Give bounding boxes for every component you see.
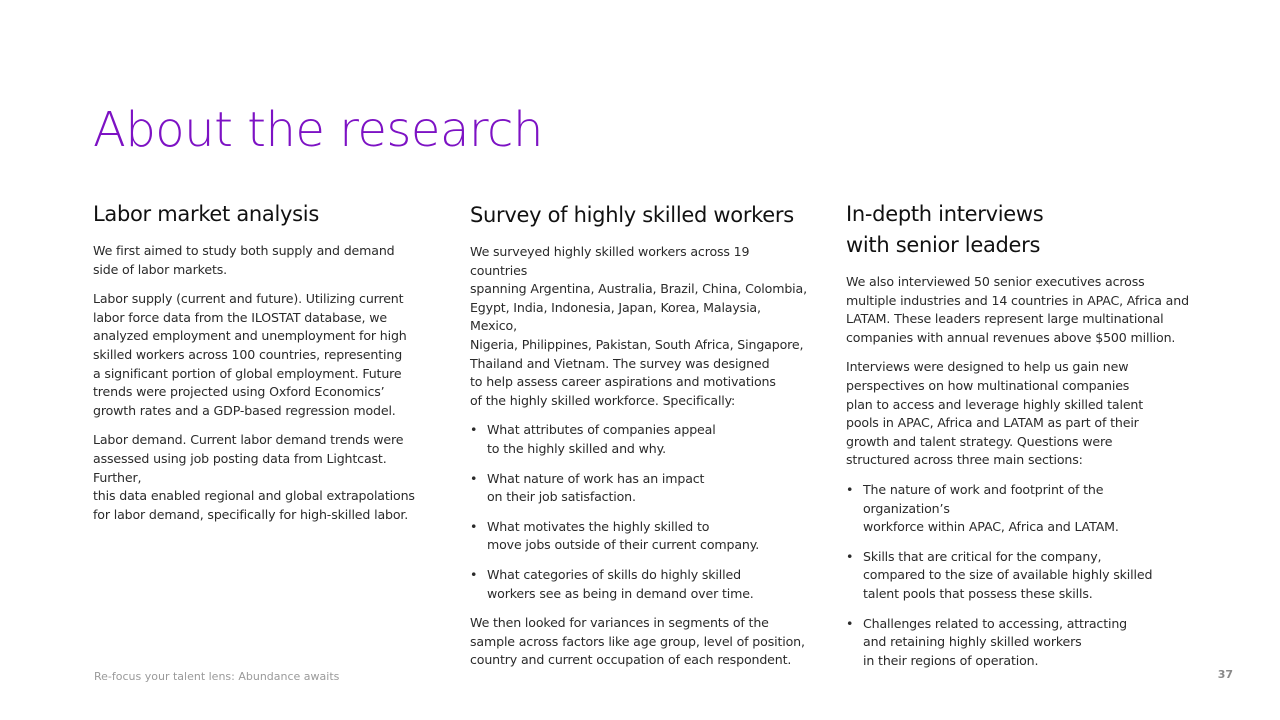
bullet-text: Challenges related to accessing, attracting and retaining highly skilled workers in their regions of operation.: [863, 615, 1128, 668]
paragraph: Labor demand. Current labor demand trends were assessed using job posting data from Lightcast. Further, this data enabled regional and global extrapolations for labor demand, specifically for high-skilled labor.: [93, 432, 415, 522]
bullet-list: [846, 481, 1191, 670]
bullet-text: What attributes of companies appeal to the highly skilled and why.: [487, 422, 716, 456]
bullet-item: [846, 548, 1191, 604]
page-title: About the research: [93, 102, 543, 158]
bullet-item: [470, 518, 810, 555]
bullet-item: [470, 421, 810, 458]
bullet-icon: •: [470, 518, 478, 534]
paragraph: We then looked for variances in segments of the sample across factors like age group, level of position, country and current occupation of each respondent.: [470, 615, 805, 668]
paragraph: Labor supply (current and future). Utilizing current labor force data from the ILOSTAT database, we analyzed employment and unemployment for high skilled workers across 100 countries, representing a significant portion of global employment. Future trends were projected using Oxford Economics’ growth rates and a GDP-based regression model.: [93, 291, 407, 418]
bullet-text: What categories of skills do highly skilled workers see as being in demand over time.: [487, 566, 754, 601]
paragraph: We surveyed highly skilled workers across 19 countries spanning Argentina, Australia, Brazil, China, Colombia, Egypt, India, Indonesia, Japan, Korea, Malaysia, Mexico, Nigeria, Philippines, Pakistan, South Africa, Singapore, Thailand and Vietnam. The survey was designed to help assess career aspirations and motivations of the highly skilled workforce. Specifically:: [470, 244, 807, 408]
bullet-icon: •: [846, 481, 854, 497]
column-in-depth-interviews: [846, 199, 1191, 681]
bullet-text: What motivates the highly skilled to move jobs outside of their current company.: [487, 518, 760, 553]
bullet-icon: •: [846, 548, 854, 564]
bullet-text: Skills that are critical for the company, compared to the size of available highly skilled talent pools that possess these skills.: [863, 548, 1153, 601]
paragraph: Interviews were designed to help us gain new perspectives on how multinational companies plan to access and leverage highly skilled talent pools in APAC, Africa and LATAM as part of their growth and talent strategy. Questions were structured across three main sections:: [846, 359, 1144, 468]
bullet-item: [846, 481, 1191, 537]
column-heading: Survey of highly skilled workers: [470, 203, 794, 227]
footer-document-title: Re-focus your talent lens: Abundance awaits: [94, 670, 340, 683]
paragraph: We also interviewed 50 senior executives across multiple industries and 14 countries in APAC, Africa and LATAM. These leaders represent large multinational companies with annual revenues above $500 million.: [846, 274, 1189, 345]
bullet-text: The nature of work and footprint of the organization’s workforce within APAC, Africa and LATAM.: [863, 481, 1119, 535]
column-survey-of-highly-skilled-workers: [470, 199, 810, 681]
bullet-list: [470, 421, 810, 603]
column-labor-market-analysis: [93, 199, 433, 535]
bullet-icon: •: [846, 615, 854, 631]
bullet-item: [846, 615, 1191, 671]
bullet-item: [470, 566, 810, 603]
bullet-icon: •: [470, 470, 478, 486]
bullet-icon: •: [470, 566, 478, 582]
bullet-text: What nature of work has an impact on their job satisfaction.: [487, 470, 705, 505]
bullet-icon: •: [470, 422, 478, 438]
column-heading: Labor market analysis: [93, 202, 319, 226]
column-heading: In-depth interviews with senior leaders: [846, 202, 1044, 257]
paragraph: We first aimed to study both supply and demand side of labor markets.: [93, 243, 395, 277]
bullet-item: [470, 470, 810, 507]
page-number: 37: [1217, 668, 1233, 681]
